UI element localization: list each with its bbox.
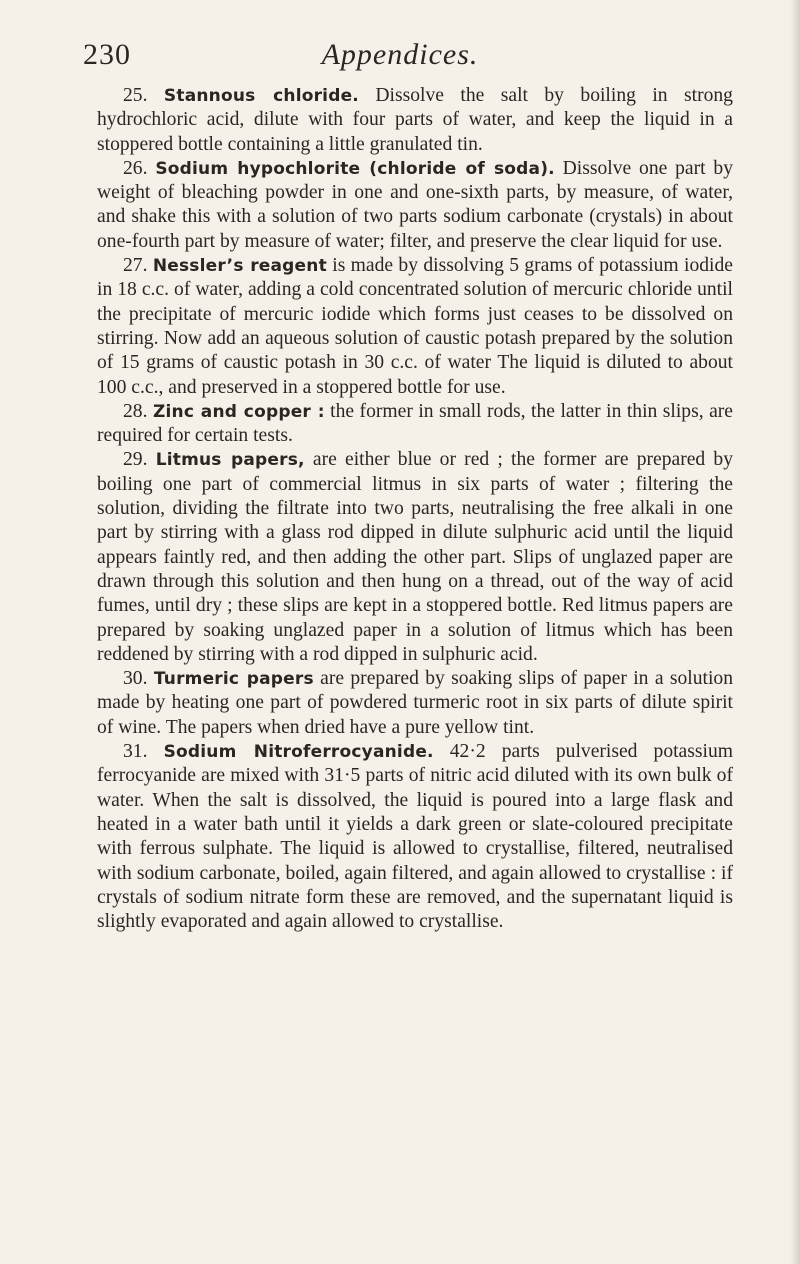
entry-28 bbox=[97, 400, 733, 449]
entry-25 bbox=[97, 84, 733, 157]
page-edge-shadow bbox=[790, 0, 800, 1264]
entry-text: Dissolve the salt by boiling in strong hydrochloric acid, dilute with four parts of water, and keep the liquid in a stoppered bottle containing a little granulated tin. bbox=[97, 85, 733, 155]
entry-31 bbox=[97, 740, 733, 934]
entry-heading: Nessler’s reagent bbox=[152, 256, 327, 277]
entry-number: 29. bbox=[123, 449, 148, 471]
entry-number: 27. bbox=[123, 255, 148, 277]
page-number: 230 bbox=[83, 38, 131, 71]
entry-heading: Stannous chloride. bbox=[163, 86, 359, 106]
entry-27 bbox=[97, 254, 733, 400]
running-title: Appendices. bbox=[321, 38, 479, 71]
entry-text: Dissolve one part by weight of bleaching powder in one and one-sixth parts, by measure, of water, and shake this with a solution of two parts sodium carbonate (crystals) in about one-fourth part by measure of water; filter, and preserve the clear liquid for use. bbox=[97, 157, 733, 252]
body-text bbox=[97, 84, 733, 934]
entry-text: is made by dissolving 5 grams of potassium iodide in 18 c.c. of water, adding a cold concentrated solution of mercuric chloride until the precipitate of mercuric iodide which forms just ceases to be dissolved on stirring. Now add an aqueous solution of caustic potash prepared by the solution of 15 grams of caustic potash in 30 c.c. of water The liquid is diluted to about 100 c.c., and preserved in a stoppered bottle for use. bbox=[97, 255, 733, 398]
entry-heading: Turmeric papers bbox=[153, 669, 314, 690]
entry-30 bbox=[97, 667, 733, 740]
entry-heading: Sodium hypochlorite (chloride of soda). bbox=[155, 158, 555, 179]
entry-number: 31. bbox=[123, 741, 148, 763]
entry-number: 30. bbox=[123, 668, 148, 690]
entry-number: 25. bbox=[123, 85, 148, 106]
entry-number: 28. bbox=[123, 400, 148, 422]
entry-heading: Zinc and copper : bbox=[152, 401, 325, 422]
entry-text: are prepared by soaking slips of paper in a solution made by heating one part of powdered turmeric root in six parts of dilute spirit of wine. The papers when dried have a pure yellow tint. bbox=[97, 668, 733, 738]
entry-text: are either blue or red ; the former are prepared by boiling one part of commercial litmus in six parts of water ; filtering the solution, dividing the filtrate into two parts, neutralising the free alkali in one part by stirring with a glass rod dipped in dilute sulphuric acid until the liquid appears faintly red, and then adding the other part. Slips of unglazed paper are drawn through this solution and then hung on a thread, out of the way of acid fumes, until dry ; these slips are kept in a stoppered bottle. Red litmus papers are prepared by soaking unglazed paper in a solution of litmus which has been reddened by stirring with a rod dipped in sulphuric acid. bbox=[97, 449, 733, 665]
entry-text: the former in small rods, the latter in thin slips, are required for certain tests. bbox=[97, 400, 734, 447]
entry-text: 42·2 parts pulverised potassium ferrocyanide are mixed with 31·5 parts of nitric acid diluted with its own bulk of water. When the salt is dissolved, the liquid is poured into a large flask and heated in a water bath until it yields a dark green or slate-coloured precipitate with ferrous sulphate. The liquid is allowed to crystallise, filtered, neutralised with sodium carbonate, boiled, again filtered, and again allowed to crystallise : if crystals of sodium nitrate form these are removed, and the supernatant liquid is slightly evaporated and again allowed to crystallise. bbox=[97, 741, 733, 933]
entry-number: 26. bbox=[123, 157, 148, 179]
entry-heading: Litmus papers, bbox=[155, 450, 305, 471]
entry-29 bbox=[97, 448, 733, 667]
page-header bbox=[0, 38, 800, 78]
entry-26 bbox=[97, 157, 733, 254]
entry-heading: Sodium Nitroferrocyanide. bbox=[163, 742, 434, 763]
